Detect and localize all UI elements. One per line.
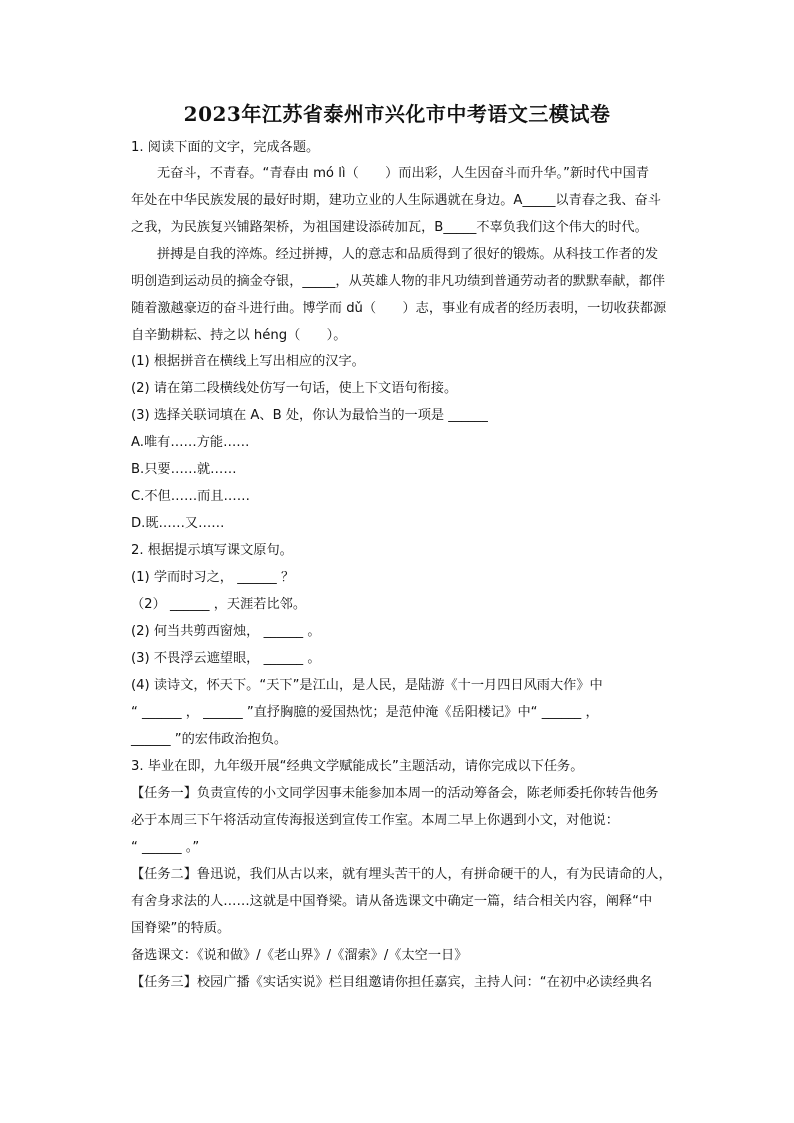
candidate-texts: 备选课文：《说和做》/《老山界》/《溜索》/《太空一日》 (131, 948, 468, 963)
question-3-heading: 3. 毕业在即，九年级开展“经典文学赋能成长”主题活动，请你完成以下任务。 (131, 759, 584, 774)
question-2-heading: 2. 根据提示填写课文原句。 (131, 543, 293, 558)
task-1: 必于本周三下午将活动宣传海报送到宣传工作室。本周二早上你遇到小文，对他说： (131, 813, 619, 828)
passage-line: 明创造到运动员的摘金夺银，_____，从英雄人物的非凡功绩到普通劳动者的默默奉献，都伴 (131, 274, 666, 289)
option-b: B.只要……就…… (131, 462, 237, 477)
sub-question: (2) 请在第二段横线处仿写一句话，使上下文语句衔接。 (131, 381, 458, 396)
task-2: 国脊梁”的特质。 (131, 921, 231, 936)
passage-line: 无奋斗，不青春。“青春由 mó lì（ ）而出彩，人生因奋斗而升华。”新时代中国青 (157, 166, 650, 181)
passage-line: 随着激越豪迈的奋斗进行曲。博学而 dǔ（ ）志，事业有成者的经历表明，一切收获都源 (131, 301, 667, 316)
passage-line: 自辛勤耕耘、持之以 héng（ ）。 (131, 328, 347, 343)
task-1-answer: “ ______ 。” (131, 840, 200, 855)
passage-line: 之我，为民族复兴铺路架桥，为祖国建设添砖加瓦，B_____不辜负我们这个伟大的时代。 (131, 220, 648, 235)
question-1-heading: 1. 阅读下面的文字，完成各题。 (131, 140, 320, 155)
task-3: 【任务三】校园广播《实话实说》栏目组邀请你担任嘉宾，主持人问：“在初中必读经典名 (131, 975, 653, 990)
sub-question: (3) 不畏浮云遮望眼， ______ 。 (131, 651, 321, 666)
option-c: C.不但……而且…… (131, 489, 250, 504)
page-title: 2023年江苏省泰州市兴化市中考语文三模试卷 (183, 102, 611, 126)
sub-question: (1) 根据拼音在横线上写出相应的汉字。 (131, 354, 365, 369)
option-d: D.既……又…… (131, 516, 225, 531)
sub-question: ______ ”的宏伟政治抱负。 (131, 732, 288, 747)
sub-question: (4) 读诗文，怀天下。“天下”是江山，是人民，是陆游《十一月四日风雨大作》中 (131, 678, 603, 693)
sub-question: “ ______ ， ______ ”直抒胸臆的爱国热忱；是范仲淹《岳阳楼记》中“ ______ ， (131, 705, 599, 720)
sub-question: (3) 选择关联词填在 A、B 处，你认为最恰当的一项是 ______ (131, 408, 488, 423)
task-2: 有舍身求法的人……这就是中国脊梁。请从备选课文中确定一篇，结合相关内容，阐释“中 (131, 894, 653, 909)
sub-question: (2) 何当共剪西窗烛， ______ 。 (131, 624, 321, 639)
task-1: 【任务一】负责宣传的小文同学因事未能参加本周一的活动筹备会，陈老师委托你转告他务 (131, 786, 659, 801)
sub-question: (1) 学而时习之， ______ ？ (131, 570, 295, 585)
passage-line: 拼搏是自我的淬炼。经过拼搏，人的意志和品质得到了很好的锻炼。从科技工作者的发 (157, 247, 659, 262)
option-a: A.唯有……方能…… (131, 435, 250, 450)
passage-line: 年处在中华民族发展的最好时期，建功立业的人生际遇就在身边。A_____以青春之我、奋斗 (131, 193, 661, 208)
task-2: 【任务二】鲁迅说，我们从古以来，就有埋头苦干的人，有拼命硬干的人，有为民请命的人， (131, 867, 672, 882)
sub-question: （2） ______ ，天涯若比邻。 (131, 597, 307, 612)
